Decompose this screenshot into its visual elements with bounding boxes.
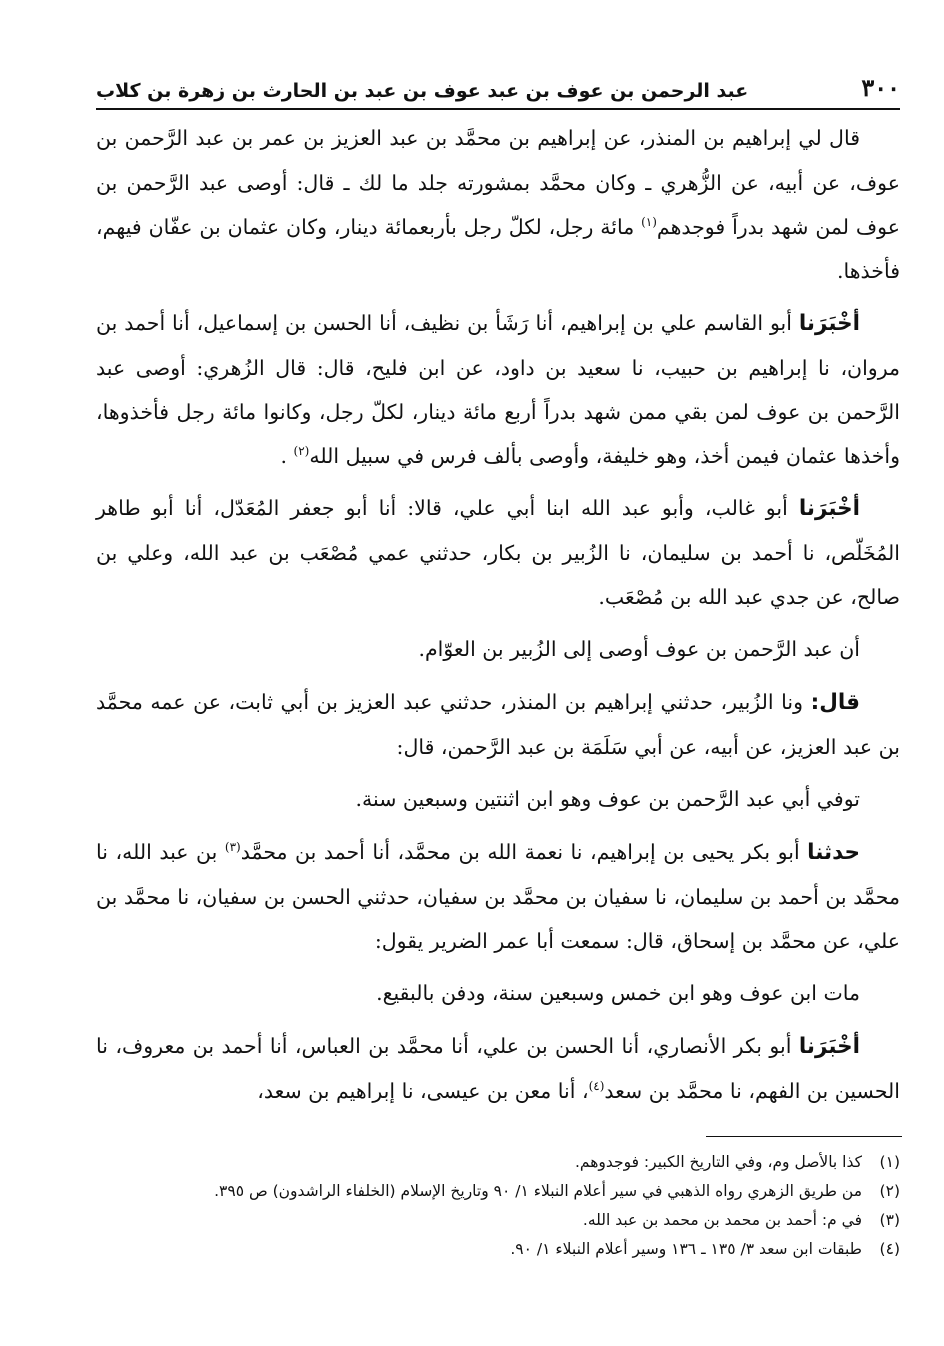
footnote (96, 1177, 900, 1206)
footnote (96, 1148, 900, 1177)
paragraph-text: أبو بكر الأنصاري، أنا الحسن بن علي، أنا محمَّد بن العباس، أنا أحمد بن معروف، نا الحسين بن الفهم، نا محمَّد بن سعد (96, 1034, 900, 1103)
running-title: عبد الرحمن بن عوف بن عبد عوف بن عبد بن الحارث بن زهرة بن كلاب (96, 80, 749, 102)
paragraph-text-cont: . (280, 444, 294, 468)
paragraph-text-cont: ، أنا معن بن عيسى، نا إبراهيم بن سعد، (257, 1079, 589, 1103)
footnote-marker: (١) (641, 215, 657, 230)
footnote-number: (٢) (879, 1182, 900, 1200)
paragraph-text-cont: بن عبد الله، نا محمَّد بن أحمد بن سليمان، نا سفيان بن محمَّد بن سفيان، حدثني الحسن بن سفيان، نا محمَّد بن علي، عن محمَّد بن إسحاق، قال: سمعت أبا عمر الضرير يقول: (96, 840, 900, 953)
main-text (96, 116, 900, 1121)
paragraph-text: قال لي إبراهيم بن المنذر، عن إبراهيم بن محمَّد بن عبد العزيز بن عمر بن عبد الرَّحمن بن عوف، عن أبيه، عن الزُّهري ـ وكان محمَّد بمشورته جلد ما لك ـ قال: أوصى عبد الرَّحمن بن عوف لمن شهد بدراً فوجدهم (96, 126, 900, 239)
page-number: ٣٠٠ (861, 73, 900, 102)
footnote-text: من طريق الزهري رواه الذهبي في سير أعلام النبلاء ١/ ٩٠ وتاريخ الإسلام (الخلفاء الراشدون) ص ٣٩٥. (214, 1182, 862, 1200)
footnotes (96, 1148, 900, 1264)
paragraph-keyword: حدثنا (807, 840, 861, 865)
footnote (96, 1235, 900, 1264)
footnote-number: (٣) (879, 1211, 900, 1229)
paragraph (96, 301, 900, 478)
paragraph (96, 971, 900, 1016)
footnote-divider (706, 1136, 902, 1137)
page-header (96, 56, 900, 110)
paragraph-text-cont: مائة رجل، لكلّ رجل بأربعمائة دينار، وكان عثمان بن عفّان فيهم، فأخذها. (96, 215, 900, 283)
paragraph-text: أبو بكر يحيى بن إبراهيم، نا نعمة الله بن محمَّد، أنا أحمد بن محمَّد (240, 840, 808, 864)
paragraph-text: أبو القاسم علي بن إبراهيم، أنا رَشَأ بن نظيف، أنا الحسن بن إسماعيل، أنا أحمد بن مروان، نا إبراهيم بن حبيب، نا سعيد بن داود، عن ابن فليح، قال: قال الزُهري: أوصى عبد الرَّحمن بن عوف لمن بقي ممن شهد بدراً أربع مائة دينار، لكلّ رجل، وكانوا مائة رجل فأخذوها، وأخذها عثمان فيمن أخذ، وهو خليفة، وأوصى بألف فرس في سبيل الله (96, 311, 900, 468)
paragraph (96, 1024, 900, 1113)
paragraph-keyword: أخْبَرَنا (798, 496, 860, 521)
footnote-number: (٤) (879, 1240, 900, 1258)
paragraph (96, 627, 900, 672)
paragraph-text: أن عبد الرَّحمن بن عوف أوصى إلى الزُبير بن العوّام. (418, 637, 860, 661)
paragraph-keyword: قال: (810, 690, 860, 715)
paragraph-text: ونا الزُبير، حدثني إبراهيم بن المنذر، حدثني عبد العزيز بن أبي ثابت، عن عمه محمَّد بن عبد العزيز، عن أبيه، عن أبي سَلَمَة بن عبد الرَّحمن، قال: (96, 690, 900, 759)
paragraph-keyword: أخْبَرَنا (798, 311, 860, 336)
paragraph-text: مات ابن عوف وهو ابن خمس وسبعين سنة، ودفن بالبقيع. (376, 981, 860, 1005)
paragraph (96, 486, 900, 619)
paragraph-keyword: أخْبَرَنا (798, 1034, 860, 1059)
footnote-marker: (٤) (588, 1079, 605, 1094)
footnote-text: في م: أحمد بن محمد بن محمد بن عبد الله. (582, 1211, 862, 1229)
footnote-marker: (٢) (293, 444, 310, 459)
footnote (96, 1206, 900, 1235)
paragraph-text: توفي أبي عبد الرَّحمن بن عوف وهو ابن اثنتين وسبعين سنة. (355, 787, 860, 811)
footnote-text: طبقات ابن سعد ٣/ ١٣٥ ـ ١٣٦ وسير أعلام النبلاء ١/ ٩٠. (510, 1240, 862, 1258)
paragraph-text: أبو غالب، وأبو عبد الله ابنا أبي علي، قالا: أنا أبو جعفر المُعَدّل، أنا أبو طاهر المُخَلّص، نا أحمد بن سليمان، نا الزُبير بن بكار، حدثني عمي مُصْعَب بن عبد الله، وعلي بن صالح، عن جدي عبد الله بن مُصْعَب. (96, 496, 900, 609)
paragraph (96, 777, 900, 822)
paragraph (96, 830, 900, 963)
footnote-number: (١) (879, 1153, 900, 1171)
paragraph (96, 116, 900, 293)
footnote-text: كذا بالأصل وم، وفي التاريخ الكبير: فوجدوهم. (574, 1153, 862, 1171)
footnote-marker: (٣) (224, 840, 241, 855)
paragraph (96, 680, 900, 769)
